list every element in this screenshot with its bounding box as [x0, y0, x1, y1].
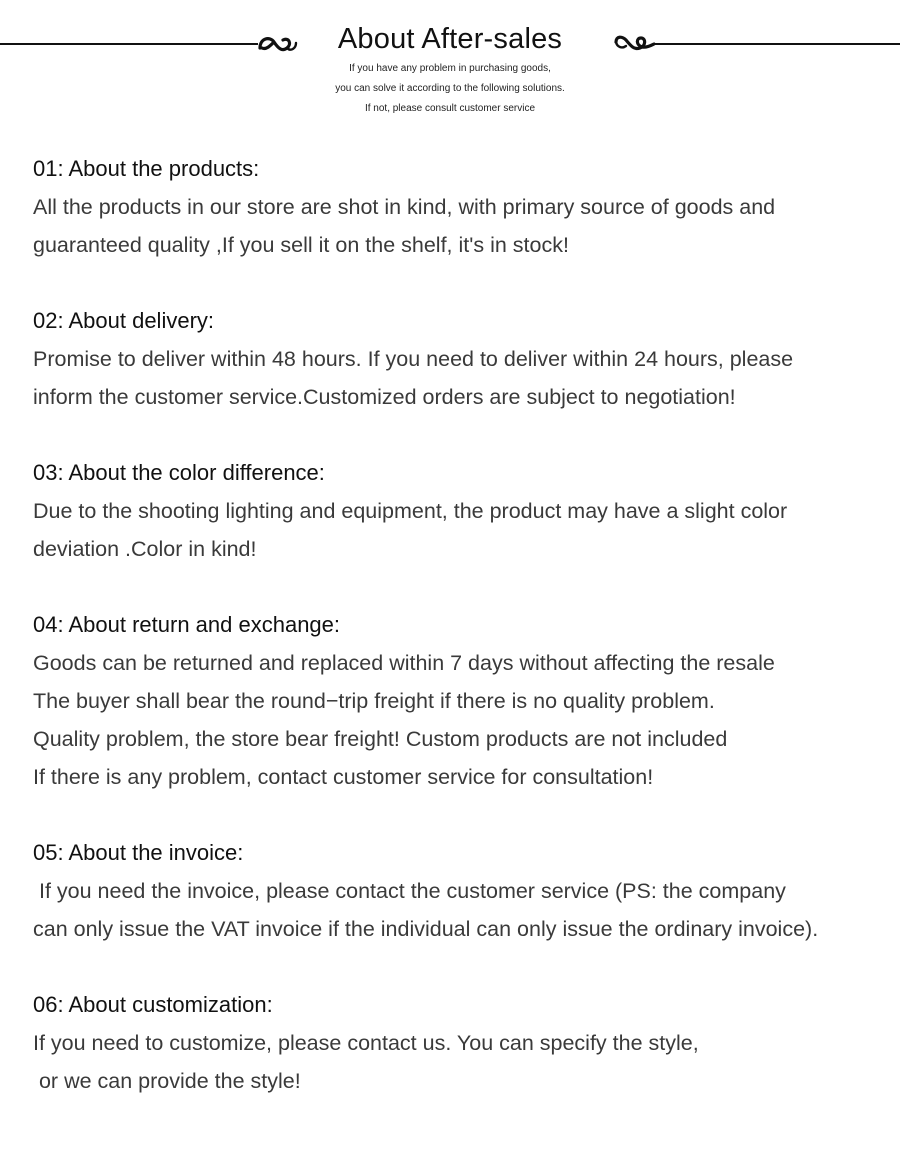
- section-heading: 03: About the color difference:: [33, 460, 325, 485]
- section-text-line: or we can provide the style!: [33, 1069, 301, 1093]
- section-heading: 04: About return and exchange:: [33, 612, 341, 637]
- subtitle-line: If not, please consult customer service: [364, 103, 536, 114]
- section-color-difference: [33, 454, 893, 568]
- subtitle-line: you can solve it according to the following solutions.: [335, 83, 565, 94]
- section-text-line: If there is any problem, contact customer service for consultation!: [33, 765, 654, 789]
- section-heading: 01: About the products:: [33, 156, 260, 181]
- section-text-line: Quality problem, the store bear freight! Custom products are not included: [33, 727, 728, 751]
- section-products: [33, 150, 893, 264]
- left-divider-line: [0, 43, 258, 45]
- section-delivery: [33, 302, 893, 416]
- header: [0, 0, 900, 130]
- section-return-exchange: [33, 606, 893, 796]
- section-text-line: Goods can be returned and replaced within 7 days without affecting the resale: [33, 651, 775, 675]
- section-text-line: can only issue the VAT invoice if the individual can only issue the ordinary invoice).: [33, 917, 819, 941]
- page-title: About After-sales: [337, 23, 563, 55]
- section-text-line: If you need the invoice, please contact the customer service (PS: the company: [33, 879, 786, 903]
- subtitle-line: If you have any problem in purchasing goods,: [349, 63, 551, 74]
- section-text-line: If you need to customize, please contact us. You can specify the style,: [33, 1031, 699, 1055]
- section-text-line: Due to the shooting lighting and equipment, the product may have a slight color: [33, 499, 788, 523]
- section-text-line: The buyer shall bear the round−trip freight if there is no quality problem.: [33, 689, 715, 713]
- section-text-line: deviation .Color in kind!: [33, 537, 257, 561]
- section-customization: [33, 986, 893, 1100]
- swirl-ornament-icon: [256, 30, 300, 58]
- swirl-ornament-icon: [612, 30, 656, 58]
- after-sales-sections: [33, 150, 893, 1138]
- section-heading: 05: About the invoice:: [33, 840, 244, 865]
- section-text-line: inform the customer service.Customized orders are subject to negotiation!: [33, 385, 736, 409]
- section-heading: 06: About customization:: [33, 992, 273, 1017]
- section-text-line: Promise to deliver within 48 hours. If you need to deliver within 24 hours, please: [33, 347, 794, 371]
- right-divider-line: [655, 43, 900, 45]
- section-text-line: guaranteed quality ,If you sell it on the shelf, it's in stock!: [33, 233, 569, 257]
- section-text-line: All the products in our store are shot in kind, with primary source of goods and: [33, 195, 776, 219]
- section-heading: 02: About delivery:: [33, 308, 215, 333]
- section-invoice: [33, 834, 893, 948]
